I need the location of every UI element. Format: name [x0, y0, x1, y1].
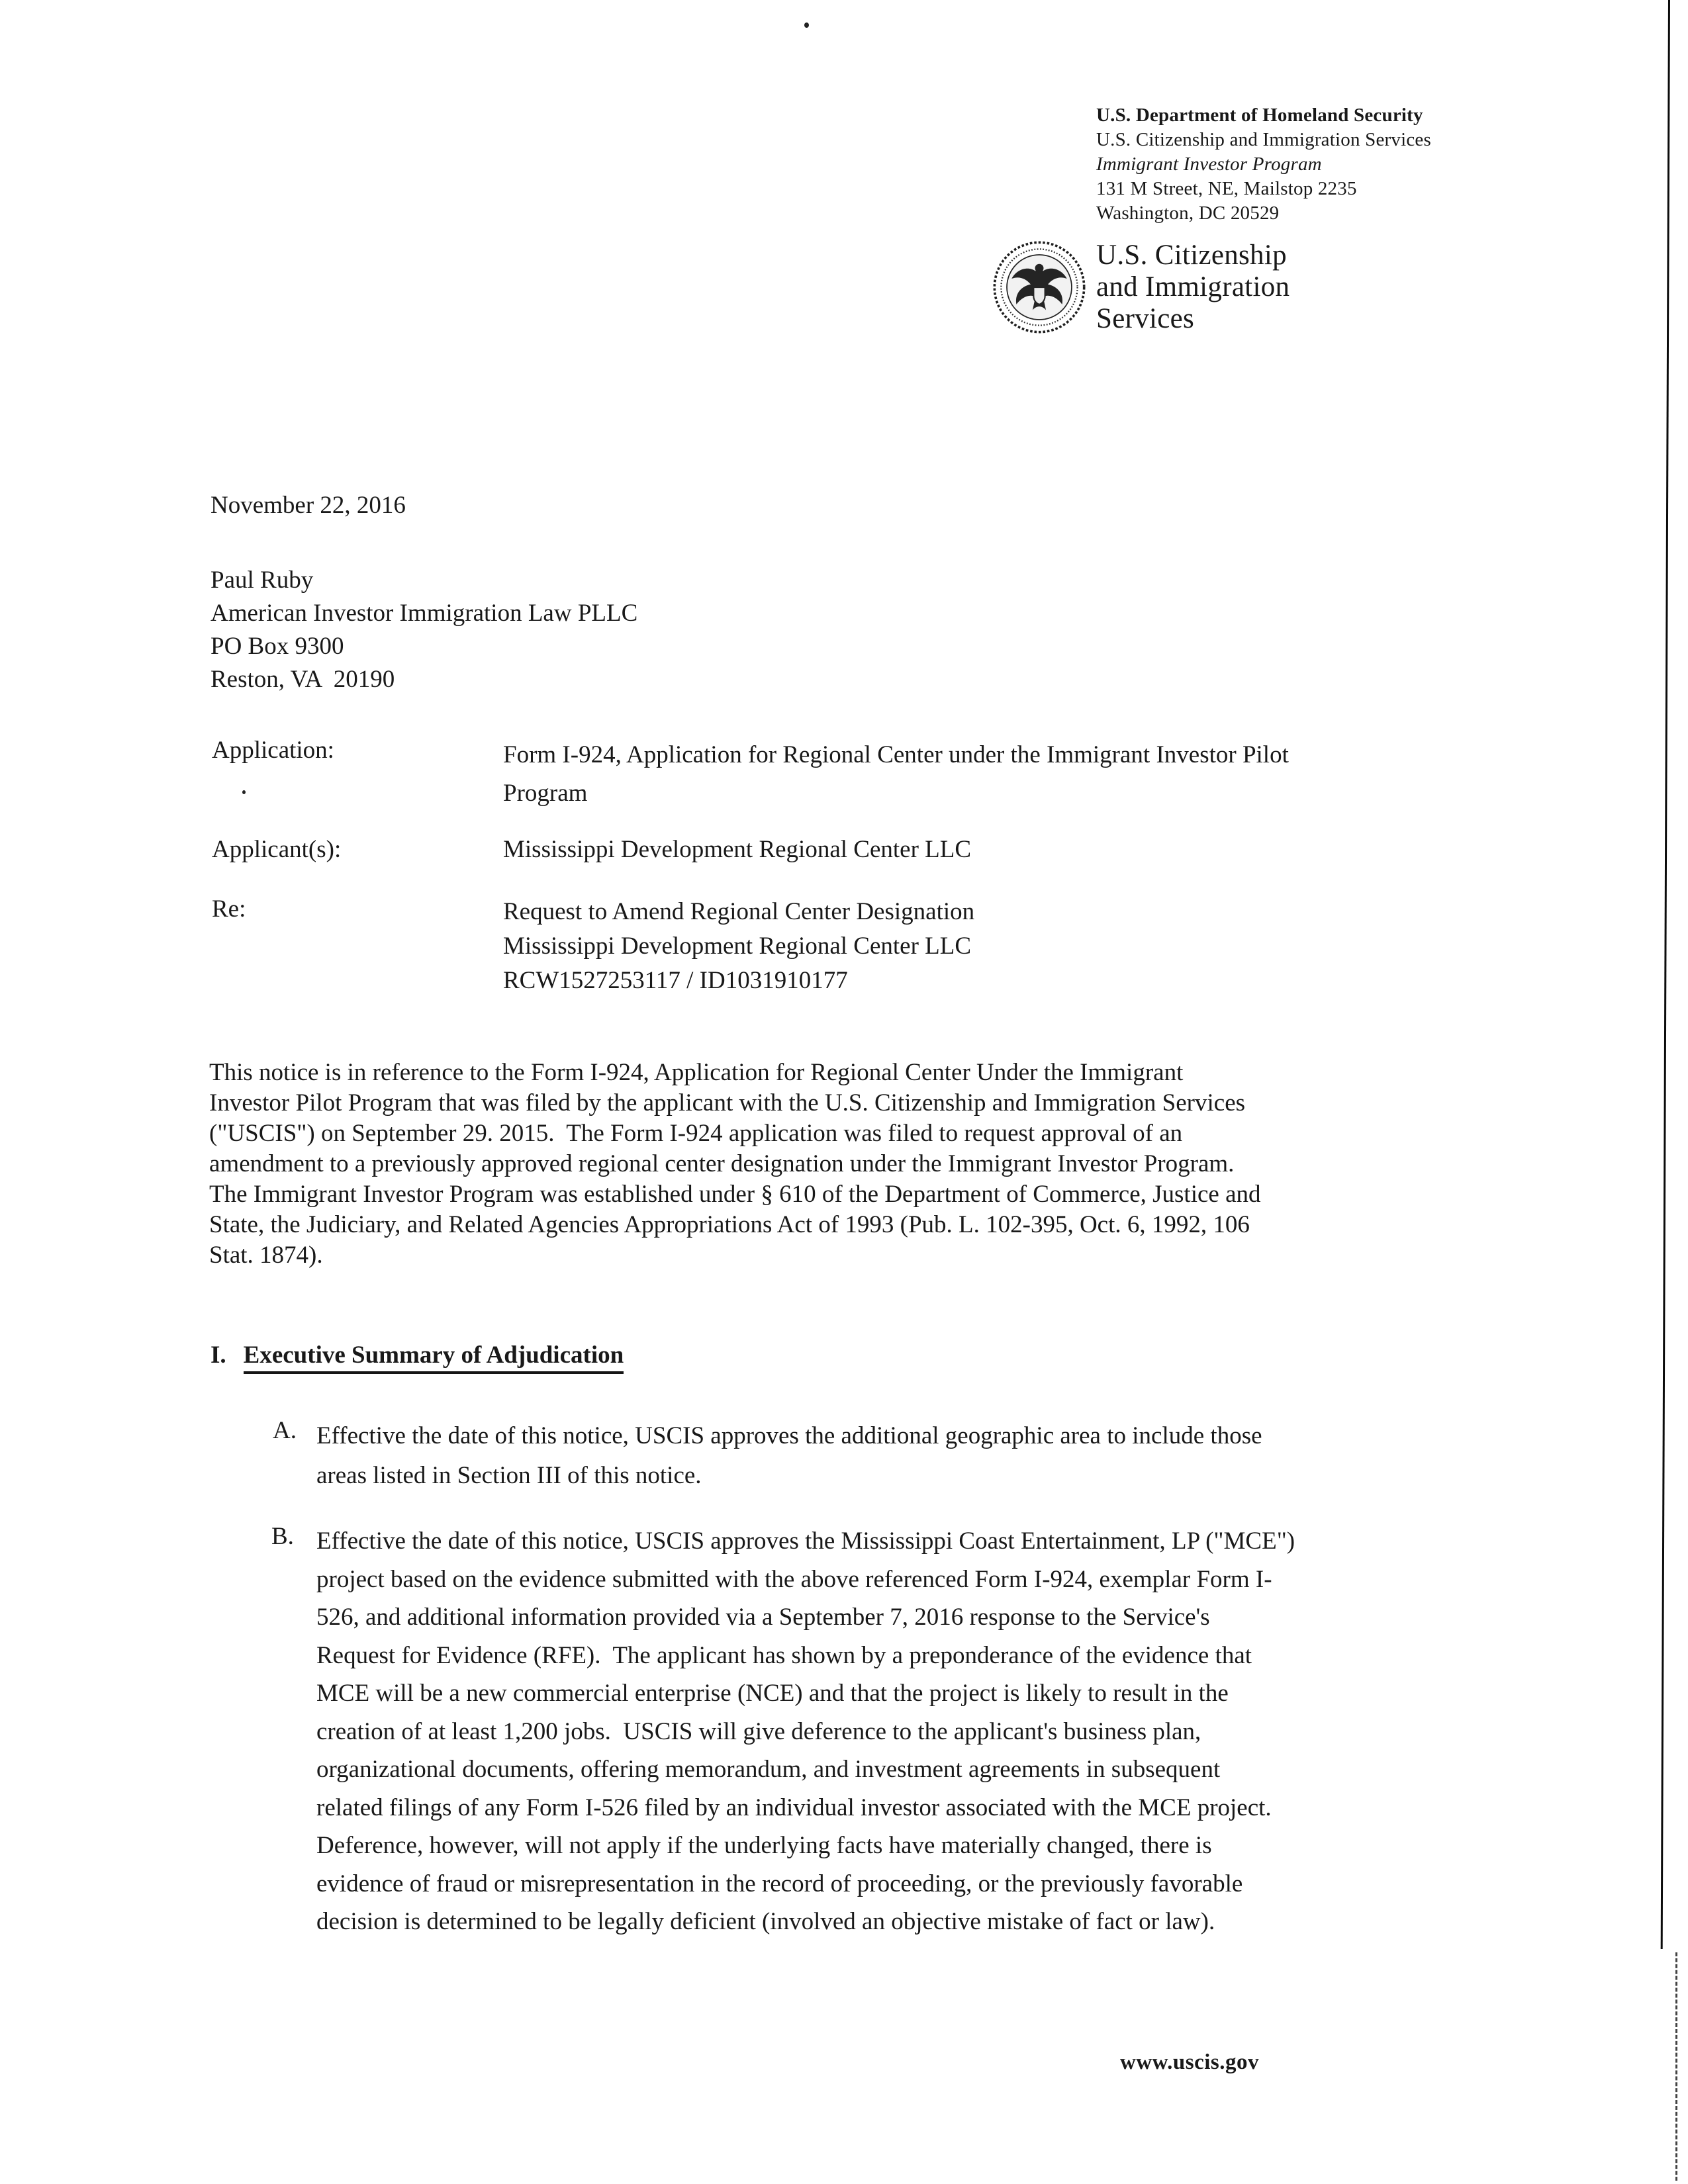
text-line: Program — [503, 780, 588, 807]
text-line: Deference, however, will not apply if the underlying facts have materially changed, there is — [316, 1832, 1212, 1859]
wordmark-line: Services — [1096, 303, 1195, 334]
text-line: Investor Pilot Program that was filed by the applicant with the U.S. Citizenship and Immigration Services — [209, 1089, 1246, 1116]
text-line: ("USCIS") on September 29. 2015. The Form I-924 application was filed to request approval of an — [209, 1120, 1183, 1147]
reference-label: Application: — [212, 737, 334, 764]
summary-item-a-text — [316, 1416, 1262, 1496]
section-title: Executive Summary of Adjudication — [244, 1341, 624, 1374]
text-line: 526, and additional information provided via a September 7, 2016 response to the Service's — [316, 1604, 1210, 1631]
agency-address-line: 131 M Street, NE, Mailstop 2235 — [1096, 178, 1357, 199]
text-line: Paul Ruby — [211, 567, 314, 594]
scan-artifact-line-dashed — [1675, 1952, 1677, 2181]
text-line: evidence of fraud or misrepresentation in the record of proceeding, or the previously favorable — [316, 1870, 1243, 1897]
text-line: Effective the date of this notice, USCIS approves the Mississippi Coast Entertainment, LP ("MCE") — [316, 1527, 1295, 1555]
text-line: Reston, VA 20190 — [211, 666, 395, 693]
text-line: areas listed in Section III of this notice. — [316, 1462, 702, 1489]
scan-speck — [804, 23, 809, 28]
agency-address-line: U.S. Department of Homeland Security — [1096, 105, 1423, 126]
agency-address-line: Immigrant Investor Program — [1096, 154, 1322, 175]
text-line: Stat. 1874). — [209, 1242, 323, 1269]
dhs-seal-icon — [992, 238, 1087, 336]
reference-label: Re: — [212, 895, 246, 923]
reference-label: Applicant(s): — [212, 836, 342, 863]
text-line: Request for Evidence (RFE). The applicant has shown by a preponderance of the evidence that — [316, 1641, 1252, 1669]
summary-item-b-letter: B. — [271, 1523, 294, 1550]
reference-value — [503, 736, 1289, 813]
section-heading — [211, 1341, 624, 1374]
wordmark-line: and Immigration — [1096, 271, 1290, 302]
text-line: creation of at least 1,200 jobs. USCIS will give deference to the applicant's business plan, — [316, 1717, 1201, 1745]
text-line: amendment to a previously approved regional center designation under the Immigrant Investor Program. — [209, 1150, 1235, 1177]
text-line: PO Box 9300 — [211, 633, 344, 660]
text-line: American Investor Immigration Law PLLC — [211, 600, 638, 627]
text-line: Request to Amend Regional Center Designation — [503, 898, 975, 925]
text-line: Mississippi Development Regional Center LLC — [503, 836, 972, 863]
text-line: related filings of any Form I-526 filed by an individual investor associated with the MCE project. — [316, 1794, 1272, 1821]
section-number: I. — [211, 1342, 226, 1369]
footer-website: www.uscis.gov — [1120, 2050, 1260, 2074]
intro-paragraph — [209, 1058, 1261, 1271]
summary-item-b-text — [316, 1522, 1295, 1941]
scan-artifact-line — [1661, 0, 1670, 1949]
text-line: Form I-924, Application for Regional Center under the Immigrant Investor Pilot — [503, 741, 1289, 768]
text-line: RCW1527253117 / ID1031910177 — [503, 967, 848, 994]
agency-wordmark — [1096, 240, 1289, 335]
text-line: This notice is in reference to the Form I-924, Application for Regional Center Under the Immigrant — [209, 1059, 1184, 1086]
text-line: State, the Judiciary, and Related Agencies Appropriations Act of 1993 (Pub. L. 102-395, Oct. 6, 1992, 106 — [209, 1211, 1250, 1238]
text-line: Effective the date of this notice, USCIS approves the additional geographic area to include those — [316, 1422, 1262, 1449]
recipient-address-block — [211, 564, 637, 696]
text-line: decision is determined to be legally deficient (involved an objective mistake of fact or law). — [316, 1908, 1215, 1935]
agency-address-line: U.S. Citizenship and Immigration Services — [1096, 129, 1431, 150]
summary-item-a-letter: A. — [273, 1417, 297, 1444]
agency-address-line: Washington, DC 20529 — [1096, 203, 1280, 224]
text-line: organizational documents, offering memorandum, and investment agreements in subsequent — [316, 1756, 1221, 1783]
letter-date: November 22, 2016 — [211, 492, 406, 519]
agency-address-block — [1096, 103, 1431, 226]
text-line: project based on the evidence submitted with the above referenced Form I-924, exemplar Form I- — [316, 1565, 1272, 1593]
scan-speck — [242, 790, 246, 794]
reference-value — [503, 895, 974, 998]
text-line: The Immigrant Investor Program was established under § 610 of the Department of Commerce, Justice and — [209, 1181, 1261, 1208]
wordmark-line: U.S. Citizenship — [1096, 240, 1287, 271]
text-line: Mississippi Development Regional Center LLC — [503, 933, 972, 960]
reference-value — [503, 835, 971, 864]
text-line: MCE will be a new commercial enterprise (NCE) and that the project is likely to result in the — [316, 1680, 1229, 1707]
